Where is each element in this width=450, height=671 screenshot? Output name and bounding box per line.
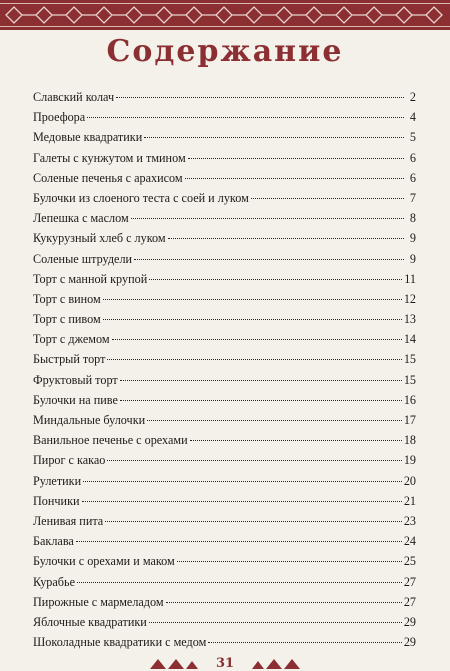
toc-entry	[33, 551, 416, 571]
toc-entry-title: Проефора	[33, 110, 86, 125]
toc-entry-page: 29	[403, 614, 416, 629]
toc-entry-title: Пончики	[33, 493, 80, 508]
toc-entry-page: 8	[409, 211, 416, 226]
toc-entry	[33, 632, 416, 652]
dot-leader	[149, 279, 402, 280]
toc-entry	[33, 87, 416, 107]
toc-entry-title: Булочки с орехами и маком	[33, 554, 175, 569]
toc-entry	[33, 390, 416, 410]
toc-entry-title: Шоколадные квадратики с медом	[33, 635, 207, 650]
toc-entry	[33, 249, 416, 269]
toc-entry-title: Пирог с какао	[33, 453, 106, 468]
dot-leader	[185, 178, 404, 179]
toc-entry-page: 4	[409, 110, 416, 125]
toc-entry	[33, 511, 416, 531]
toc-entry-title: Курабье	[33, 574, 75, 589]
toc-entry	[33, 127, 416, 147]
toc-entry	[33, 329, 416, 349]
dot-leader	[131, 218, 404, 219]
toc-entry	[33, 450, 416, 470]
top-ornament-border	[0, 0, 450, 30]
toc-entry-page: 15	[403, 352, 416, 367]
dot-leader	[107, 460, 401, 461]
dot-leader	[134, 259, 404, 260]
table-of-contents	[33, 87, 416, 652]
dot-leader	[76, 541, 402, 542]
toc-entry-title: Фруктовый торт	[33, 372, 118, 387]
toc-entry-title: Пирожные с мармеладом	[33, 594, 164, 609]
toc-entry-page: 24	[403, 534, 416, 549]
dot-leader	[116, 97, 404, 98]
toc-entry-page: 20	[403, 473, 416, 488]
toc-entry	[33, 208, 416, 228]
dot-leader	[208, 642, 401, 643]
toc-entry-page: 16	[403, 392, 416, 407]
toc-entry-page: 15	[403, 372, 416, 387]
toc-entry	[33, 430, 416, 450]
toc-entry	[33, 188, 416, 208]
dot-leader	[105, 521, 402, 522]
toc-entry-page: 18	[403, 433, 416, 448]
toc-entry-page: 27	[403, 574, 416, 589]
dot-leader	[168, 238, 404, 239]
dot-leader	[103, 299, 402, 300]
dot-leader	[188, 158, 404, 159]
toc-entry-title: Ванильное печенье с орехами	[33, 433, 188, 448]
toc-entry-page: 17	[403, 413, 416, 427]
dot-leader	[149, 622, 402, 623]
toc-entry-title: Соленые печенья с арахисом	[33, 170, 183, 185]
dot-leader	[190, 440, 402, 441]
toc-entry-page: 27	[403, 594, 416, 609]
page-title: Содержание	[106, 34, 344, 69]
toc-entry	[33, 410, 416, 430]
toc-entry	[33, 491, 416, 511]
toc-entry-page: 19	[403, 453, 416, 468]
toc-entry	[33, 168, 416, 188]
dot-leader	[147, 420, 402, 421]
toc-entry-title: Торт с пивом	[33, 312, 101, 327]
toc-entry-title: Галеты с кунжутом и тмином	[33, 150, 186, 165]
page-number: 31	[215, 656, 235, 671]
dot-leader	[166, 602, 402, 603]
toc-entry	[33, 471, 416, 491]
toc-entry-page: 6	[409, 150, 416, 165]
toc-entry-title: Булочки из слоеного теста с соей и луком	[33, 190, 249, 205]
toc-entry	[33, 612, 416, 632]
toc-entry-title: Кукурузный хлеб с луком	[33, 231, 166, 246]
toc-entry	[33, 531, 416, 551]
toc-entry-page: 14	[403, 332, 416, 347]
toc-entry-title: Соленые штрудели	[33, 251, 133, 266]
toc-entry-page: 9	[409, 251, 416, 266]
dot-leader	[83, 481, 402, 482]
toc-entry-title: Миндальные булочки	[33, 413, 146, 427]
dot-leader	[251, 198, 404, 199]
dot-leader	[120, 400, 402, 401]
toc-entry	[33, 592, 416, 612]
dot-leader	[103, 319, 402, 320]
toc-entry-title: Рулетики	[33, 473, 82, 488]
toc-entry-title: Торт с джемом	[33, 332, 110, 347]
toc-entry-page: 2	[409, 90, 416, 104]
toc-entry-page: 12	[403, 291, 416, 306]
dot-leader	[82, 501, 402, 502]
toc-entry-title: Яблочные квадратики	[33, 614, 147, 629]
toc-entry-page: 23	[403, 513, 416, 528]
toc-entry	[33, 228, 416, 248]
toc-entry-title: Медовые квадратики	[33, 130, 143, 145]
toc-entry	[33, 107, 416, 127]
toc-entry-title: Быстрый торт	[33, 352, 106, 367]
toc-entry-page: 7	[409, 190, 416, 205]
toc-entry-title: Ленивая пита	[33, 513, 104, 528]
toc-entry-page: 5	[409, 130, 416, 145]
toc-entry-page: 29	[403, 635, 416, 650]
toc-entry-title: Лепешка с маслом	[33, 211, 129, 226]
toc-entry	[33, 370, 416, 390]
dot-leader	[112, 339, 402, 340]
dot-leader	[177, 561, 402, 562]
dot-leader	[144, 137, 404, 138]
dot-leader	[120, 380, 402, 381]
dot-leader	[107, 359, 401, 360]
toc-entry-title: Торт с манной крупой	[33, 271, 148, 286]
toc-entry-title: Торт с вином	[33, 291, 101, 306]
dot-leader	[77, 582, 402, 583]
toc-entry	[33, 349, 416, 369]
toc-entry	[33, 269, 416, 289]
toc-entry	[33, 309, 416, 329]
dot-leader	[87, 117, 404, 118]
toc-entry-title: Булочки на пиве	[33, 392, 118, 407]
toc-entry-page: 25	[403, 554, 416, 569]
toc-entry	[33, 572, 416, 592]
toc-entry-page: 9	[409, 231, 416, 246]
toc-entry-page: 21	[403, 493, 416, 508]
toc-entry-page: 11	[404, 271, 416, 286]
toc-entry-title: Славский колач	[33, 90, 115, 104]
toc-entry	[33, 148, 416, 168]
toc-entry-page: 6	[409, 170, 416, 185]
toc-entry-title: Баклава	[33, 534, 74, 549]
toc-entry-page: 13	[403, 312, 416, 327]
toc-entry	[33, 289, 416, 309]
